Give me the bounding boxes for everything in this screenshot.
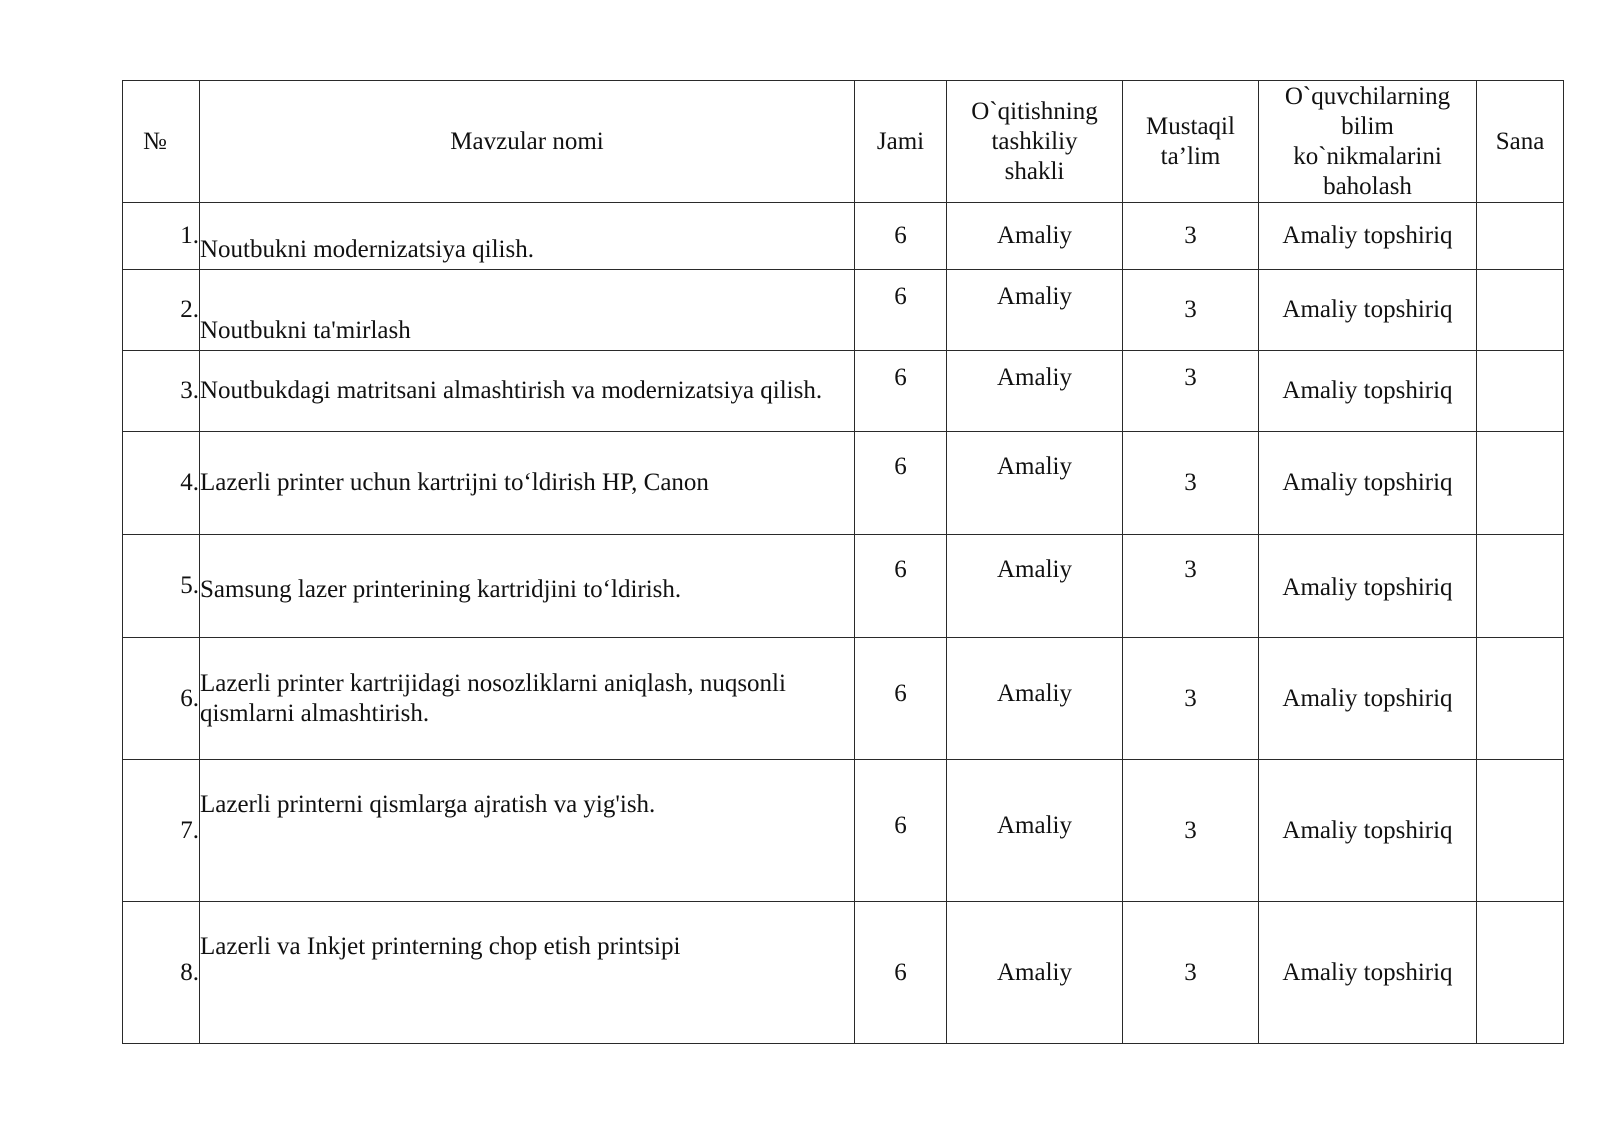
row-number: 1. [123,203,200,270]
row-number: 7. [123,760,200,902]
header-form-line: O`qitishning [971,97,1098,125]
row-topic: Lazerli printer kartrijidagi nosozliklarni aniqlash, nuqsonli qismlarni almashtirish. [200,638,855,760]
row-date [1477,902,1564,1044]
row-form: Amaliy [947,351,1123,432]
table-header-row [123,81,1564,203]
row-total: 6 [855,638,947,760]
table-row [123,203,1564,270]
row-assessment: Amaliy topshiriq [1259,351,1477,432]
row-form: Amaliy [947,203,1123,270]
row-topic: Noutbukni modernizatsiya qilish. [200,203,855,270]
row-topic: Noutbukni ta'mirlash [200,270,855,351]
row-number: 8. [123,902,200,1044]
row-independent: 3 [1123,351,1259,432]
table-row [123,902,1564,1044]
header-form-line: shakli [1004,157,1065,185]
row-assessment: Amaliy topshiriq [1259,270,1477,351]
row-topic: Samsung lazer printerining kartridjini to‘ldirish. [200,535,855,638]
row-assessment: Amaliy topshiriq [1259,760,1477,902]
row-total: 6 [855,760,947,902]
row-independent: 3 [1123,270,1259,351]
header-date [1477,81,1564,203]
topics-table [122,80,1564,1044]
row-independent: 3 [1123,760,1259,902]
row-total: 6 [855,270,947,351]
row-form: Amaliy [947,902,1123,1044]
row-topic: Lazerli printer uchun kartrijni to‘ldirish HP, Canon [200,432,855,535]
row-total: 6 [855,902,947,1044]
row-assessment: Amaliy topshiriq [1259,432,1477,535]
header-independent [1123,81,1259,203]
header-total-label: Jami [876,127,925,155]
row-date [1477,270,1564,351]
header-assessment-line: O`quvchilarning [1284,82,1451,110]
header-independent-line: Mustaqil [1146,112,1235,140]
row-number: 4. [123,432,200,535]
row-date [1477,638,1564,760]
row-independent: 3 [1123,638,1259,760]
row-total: 6 [855,203,947,270]
row-form: Amaliy [947,270,1123,351]
header-assessment [1259,81,1477,203]
row-form: Amaliy [947,638,1123,760]
row-assessment: Amaliy topshiriq [1259,638,1477,760]
row-number: 3. [123,351,200,432]
table-row [123,432,1564,535]
table-row [123,270,1564,351]
row-independent: 3 [1123,535,1259,638]
header-number [123,81,200,203]
row-form: Amaliy [947,535,1123,638]
row-number: 6. [123,638,200,760]
header-independent-line: ta’lim [1160,142,1221,170]
row-independent: 3 [1123,203,1259,270]
header-total [855,81,947,203]
header-assessment-line: ko`nikmalarini [1293,142,1442,170]
header-form [947,81,1123,203]
row-date [1477,351,1564,432]
row-assessment: Amaliy topshiriq [1259,902,1477,1044]
header-assessment-line: bilim [1341,112,1394,140]
row-date [1477,432,1564,535]
row-total: 6 [855,535,947,638]
table-row [123,351,1564,432]
row-independent: 3 [1123,432,1259,535]
row-date [1477,760,1564,902]
row-number: 5. [123,535,200,638]
row-topic: Lazerli printerni qismlarga ajratish va yig'ish. [200,760,855,902]
row-form: Amaliy [947,432,1123,535]
header-date-label: Sana [1495,127,1545,155]
row-date [1477,535,1564,638]
row-total: 6 [855,351,947,432]
row-assessment: Amaliy topshiriq [1259,203,1477,270]
header-number-label: № [143,127,167,155]
header-assessment-line: baholash [1323,172,1412,200]
row-topic: Lazerli va Inkjet printerning chop etish printsipi [200,902,855,1044]
header-form-line: tashkiliy [991,127,1078,155]
row-form: Amaliy [947,760,1123,902]
row-topic: Noutbukdagi matritsani almashtirish va modernizatsiya qilish. [200,351,855,432]
row-independent: 3 [1123,902,1259,1044]
header-topic-label: Mavzular nomi [450,127,604,155]
table-row [123,535,1564,638]
row-date [1477,203,1564,270]
row-total: 6 [855,432,947,535]
header-topic [200,81,855,203]
table-row [123,760,1564,902]
row-number: 2. [123,270,200,351]
table-row [123,638,1564,760]
row-assessment: Amaliy topshiriq [1259,535,1477,638]
